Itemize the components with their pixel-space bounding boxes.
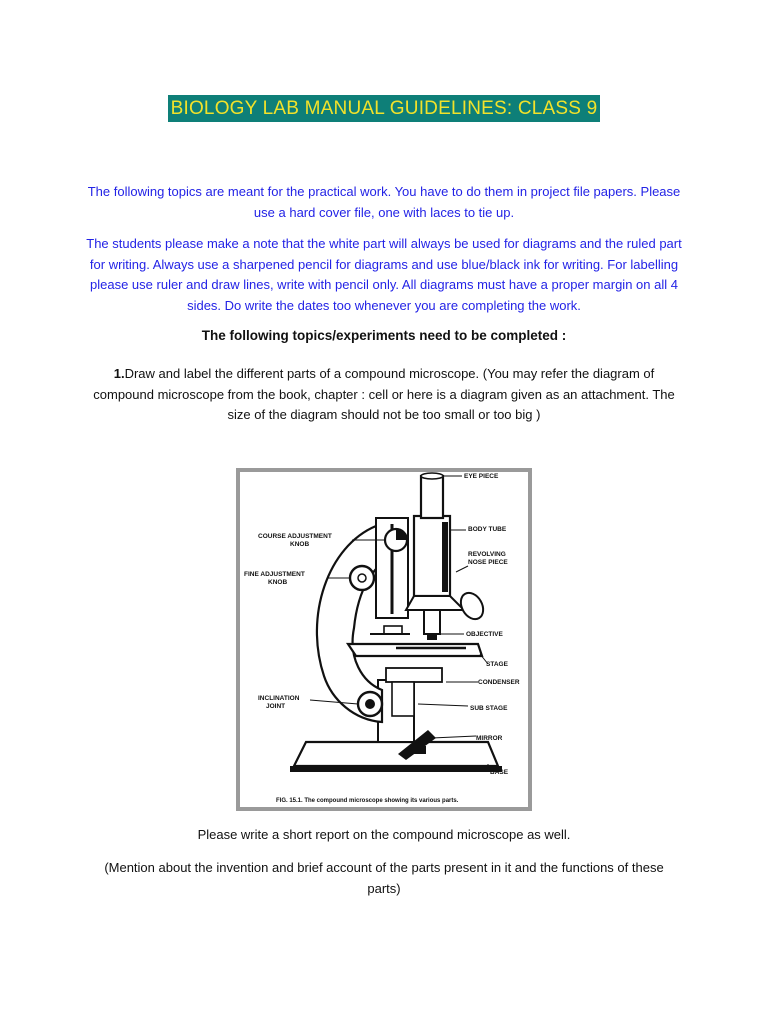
eye-piece [421,476,443,518]
sub-stage [392,682,414,716]
condenser [386,668,442,682]
objective-tip [427,634,437,640]
inclination-label-1: INCLINATION [258,695,300,702]
condenser-label: CONDENSER [478,679,520,686]
base-shape [294,742,498,766]
mention-instruction: (Mention about the invention and brief account of the parts present in it and the functions of these parts) [104,860,664,896]
mirror-label: MIRROR [476,735,503,742]
mirror-holder [408,746,426,754]
objective [424,610,440,634]
revolving-label-2: NOSE PIECE [468,559,508,566]
stage-label: STAGE [486,661,508,668]
topics-heading: The following topics/experiments need to be completed : [201,328,567,343]
report-instruction: Please write a short report on the compound microscope as well. [197,827,571,842]
page-title: BIOLOGY LAB MANUAL GUIDELINES: CLASS 9 [168,95,601,122]
objective-label: OBJECTIVE [466,631,503,638]
sub-stage-label: SUB STAGE [470,705,508,712]
nose-objective [456,589,487,623]
body-tube-label: BODY TUBE [468,526,507,533]
body-tube-shade [442,522,448,592]
eye-lens [421,473,443,479]
topic-item-1 [86,364,682,426]
fine-knob-label-1: FINE ADJUSTMENT [244,571,305,578]
topic-item-number: 1. [113,366,125,381]
figure-caption: FIG. 15.1. The compound microscope showing its various parts. [276,798,459,804]
inclination-joint-center [365,699,375,709]
microscope-diagram [236,468,532,811]
fine-knob [350,566,374,590]
title-wrap [0,95,768,122]
microscope-figure [236,468,532,811]
intro-paragraph-2: The students please make a note that the white part will always be used for diagrams and the ruled part for writing. Always use a sharpened pencil for diagrams and use blue/black ink for writing. For labelling please use ruler and draw lines, write with pencil only. All diagrams must have a proper margin on all 4 sides. Do write the dates too whenever you are completing the work. [86,236,682,313]
nose-piece [406,596,464,610]
course-knob-label-1: COURSE ADJUSTMENT [258,533,332,540]
fine-knob-label-2: KNOB [268,579,288,586]
topic-item-text: Draw and label the different parts of a compound microscope. (You may refer the diagram of compound microscope from the book, chapter : cell or here is a diagram given as an attachment. The size of the diagram should not be too small or too big ) [93,366,675,422]
intro-paragraph-1: The following topics are meant for the practical work. You have to do them in project file papers. Please use a hard cover file, one with laces to tie up. [87,184,681,220]
eye-piece-label: EYE PIECE [464,473,499,480]
course-knob-label-2: KNOB [290,541,310,548]
inclination-label-2: JOINT [266,703,286,710]
base-label: BASE [490,769,509,776]
revolving-label-1: REVOLVING [468,551,506,558]
stage [348,644,482,656]
stage-clip [384,626,402,634]
base-plate [290,766,502,772]
